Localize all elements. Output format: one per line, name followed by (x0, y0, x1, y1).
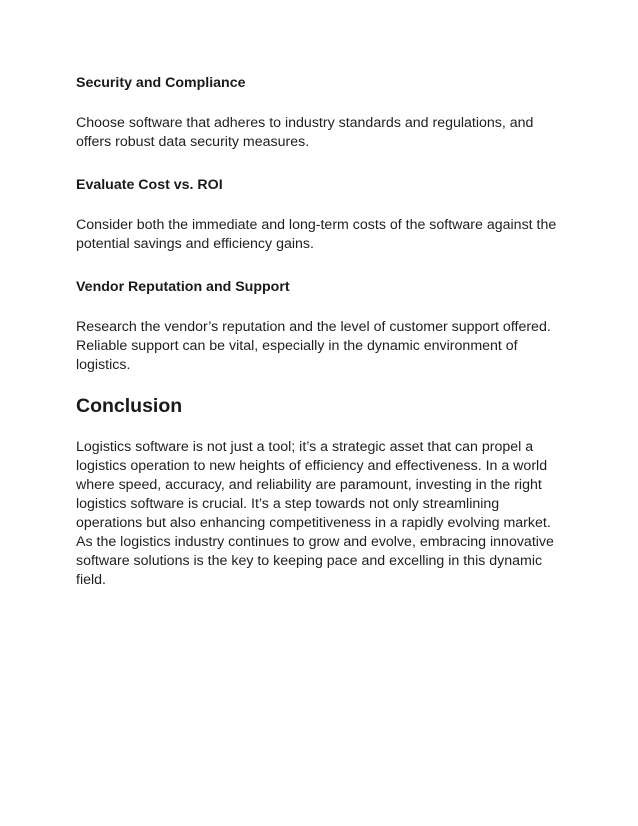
conclusion-heading: Conclusion (76, 395, 183, 417)
section-text-vendor-support: Research the vendor’s reputation and the level of customer support offered. Reliable support can be vital, especially in the dynamic environment of logistics. (76, 319, 551, 373)
section-heading-cost-roi: Evaluate Cost vs. ROI (76, 177, 223, 193)
section-text-security-compliance: Choose software that adheres to industry standards and regulations, and offers robust data security measures. (76, 115, 534, 150)
document-content (76, 74, 566, 590)
section-heading-security-compliance: Security and Compliance (76, 75, 246, 91)
section-heading-vendor-support: Vendor Reputation and Support (76, 279, 290, 295)
conclusion-text: Logistics software is not just a tool; it’s a strategic asset that can propel a logistics operation to new heights of efficiency and effectiveness. In a world where speed, accuracy, and reliability are paramount, investing in the right logistics software is crucial. It’s a step towards not only streamlining operations but also enhancing competitiveness in a rapidly evolving market. As the logistics industry continues to grow and evolve, embracing innovative software solutions is the key to keeping pace and excelling in this dynamic field. (76, 439, 554, 588)
section-text-cost-roi: Consider both the immediate and long-term costs of the software against the potential savings and efficiency gains. (76, 217, 557, 252)
